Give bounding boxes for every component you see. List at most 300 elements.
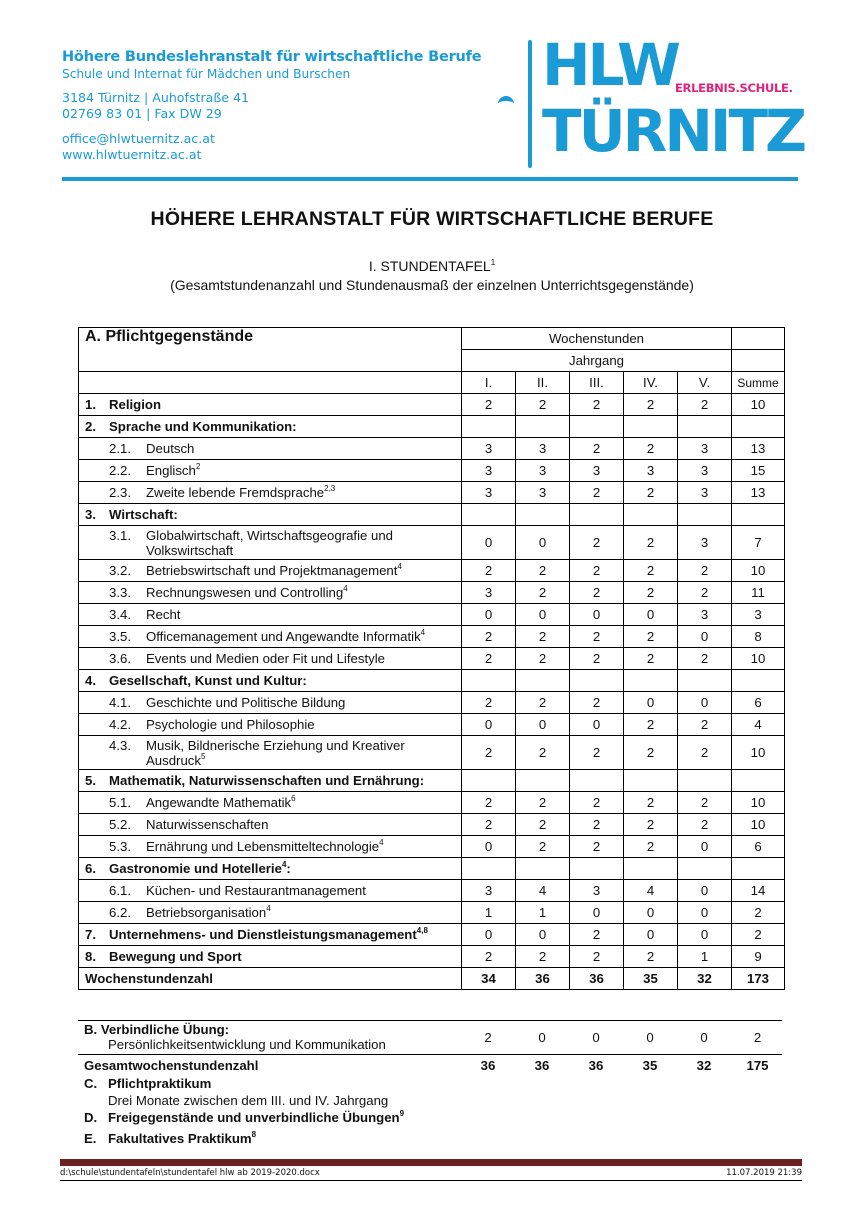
subject-name: [79, 880, 462, 902]
gesamt-year-3: 36: [588, 1057, 604, 1073]
hours-year-2: [516, 858, 570, 880]
hours-sum: 4: [732, 714, 785, 736]
subject-number: 6.: [85, 861, 96, 876]
gesamt-year-2: 36: [534, 1057, 550, 1073]
subject-name: [79, 460, 462, 482]
hours-year-2: [516, 670, 570, 692]
hours-year-1: [462, 416, 516, 438]
footer: [60, 1168, 802, 1178]
hours-year-5: [678, 670, 732, 692]
subject-name: [79, 670, 462, 692]
hours-year-2: 2: [516, 814, 570, 836]
subject-name: [79, 770, 462, 792]
category-row: [79, 504, 785, 526]
hours-year-2: 0: [516, 526, 570, 560]
subject-label: Gastronomie und Hotellerie: [109, 861, 282, 876]
hours-year-3: 2: [570, 648, 624, 670]
hours-year-2: 2: [516, 582, 570, 604]
letterhead-contact: [62, 48, 481, 163]
hours-year-5: [678, 770, 732, 792]
section-c: [84, 1075, 388, 1109]
hours-year-5: 3: [678, 604, 732, 626]
hours-year-1: 2: [462, 692, 516, 714]
category-row: [79, 394, 785, 416]
subject-label: Betriebswirtschaft und Projektmanagement: [146, 563, 398, 578]
hours-year-1: 0: [462, 924, 516, 946]
logo-tagline: ERLEBNIS.SCHULE.: [675, 81, 793, 95]
subject-name: [79, 924, 462, 946]
subject-number: 3.4.: [109, 607, 131, 622]
section-a-header: A. Pflichtgegenstände: [79, 328, 462, 372]
hours-year-2: 4: [516, 880, 570, 902]
subject-label: Psychologie und Philosophie: [146, 717, 315, 732]
hours-year-2: [516, 416, 570, 438]
hours-sum: 7: [732, 526, 785, 560]
section-d: [84, 1110, 404, 1125]
header-empty: [732, 328, 785, 350]
hours-year-5: 1: [678, 946, 732, 968]
school-address: 3184 Türnitz | Auhofstraße 41: [62, 90, 250, 105]
hours-year-3: 0: [570, 714, 624, 736]
hours-year-3: [570, 416, 624, 438]
hours-year-4: 2: [624, 836, 678, 858]
hours-year-4: 2: [624, 582, 678, 604]
hours-year-5: 2: [678, 394, 732, 416]
section-c-label: Pflichtpraktikum: [108, 1076, 212, 1091]
hours-year-2: [516, 770, 570, 792]
hours-year-2: 3: [516, 482, 570, 504]
footer-timestamp: 11.07.2019 21:39: [726, 1168, 802, 1178]
subject-number: 5.2.: [109, 817, 131, 832]
hours-year-5: 2: [678, 736, 732, 770]
gesamt-sum: 175: [746, 1057, 769, 1073]
subject-name: [79, 438, 462, 460]
subject-label: Naturwissenschaften: [146, 817, 269, 832]
hours-year-5: [678, 858, 732, 880]
subject-label: Mathematik, Naturwissenschaften und Ernährung:: [109, 773, 425, 788]
section-b-year-3: 0: [592, 1030, 600, 1045]
header-year-2: II.: [516, 372, 570, 394]
subject-number: 4.2.: [109, 717, 131, 732]
hours-year-5: 3: [678, 526, 732, 560]
school-logo: [490, 31, 810, 178]
subject-row: [79, 482, 785, 504]
subject-row: [79, 714, 785, 736]
subject-name: [79, 604, 462, 626]
gesamt-year-1: 36: [480, 1057, 496, 1073]
footnote-marker: 9: [399, 1109, 405, 1118]
footnote-marker: 4: [343, 584, 348, 593]
subject-name: [79, 482, 462, 504]
subject-label: Geschichte und Politische Bildung: [146, 695, 346, 710]
subject-row: [79, 648, 785, 670]
category-row: [79, 770, 785, 792]
section-e-letter: E.: [84, 1131, 97, 1146]
section-e: [84, 1131, 256, 1146]
footnote-marker: 4: [281, 860, 287, 869]
hours-year-2: 0: [516, 924, 570, 946]
subject-name: [79, 902, 462, 924]
hours-sum: 8: [732, 626, 785, 648]
hours-year-1: 3: [462, 482, 516, 504]
subject-label: Unternehmens- und Dienstleistungsmanagement: [109, 927, 417, 942]
hours-year-4: [624, 416, 678, 438]
school-name: Höhere Bundeslehranstalt für wirtschaftliche Berufe: [62, 49, 482, 65]
section-b-year-2: 0: [538, 1030, 546, 1045]
hours-year-5: 0: [678, 880, 732, 902]
subject-label: Gesellschaft, Kunst und Kultur:: [109, 673, 307, 688]
hours-year-3: 2: [570, 394, 624, 416]
hours-year-1: 2: [462, 946, 516, 968]
subject-number: 5.3.: [109, 839, 131, 854]
hours-year-4: 3: [624, 460, 678, 482]
hours-sum: 6: [732, 836, 785, 858]
subject-label: Angewandte Mathematik: [146, 795, 292, 810]
header-summe: Summe: [732, 372, 785, 394]
hours-year-3: 2: [570, 924, 624, 946]
subject-number: 3.: [85, 507, 96, 522]
total-year-2: 36: [516, 968, 570, 990]
hours-sum: 9: [732, 946, 785, 968]
hours-sum: 6: [732, 692, 785, 714]
section-e-label: Fakultatives Praktikum: [108, 1131, 252, 1146]
hours-year-1: 2: [462, 792, 516, 814]
hours-year-4: 2: [624, 714, 678, 736]
footnote-marker: 4: [266, 904, 271, 913]
category-row: [79, 858, 785, 880]
hours-year-2: 0: [516, 604, 570, 626]
document-subtitle: [0, 258, 864, 274]
footnote-marker: 6: [291, 794, 296, 803]
subject-row: [79, 460, 785, 482]
hours-year-2: 2: [516, 394, 570, 416]
section-d-label: Freigegenstände und unverbindliche Übungen: [108, 1110, 400, 1125]
hours-year-2: 2: [516, 626, 570, 648]
subject-label: Englisch: [146, 463, 196, 478]
footnote-marker: 1: [490, 258, 496, 267]
header-year-1: I.: [462, 372, 516, 394]
hours-year-1: [462, 504, 516, 526]
hours-sum: 2: [732, 902, 785, 924]
hours-year-4: 2: [624, 648, 678, 670]
hours-year-1: 2: [462, 814, 516, 836]
section-b-year-1: 2: [484, 1030, 492, 1045]
header-year-3: III.: [570, 372, 624, 394]
subject-name: [79, 692, 462, 714]
subject-name: [79, 582, 462, 604]
subject-label-continued: [85, 543, 461, 558]
subject-number: 3.6.: [109, 651, 131, 666]
subject-row: [79, 880, 785, 902]
subject-number: 4.1.: [109, 695, 131, 710]
logo-turnitz-text: TÜRNITZ: [542, 97, 805, 165]
hours-year-4: 2: [624, 482, 678, 504]
hours-year-2: 2: [516, 736, 570, 770]
category-row: [79, 416, 785, 438]
total-year-5: 32: [678, 968, 732, 990]
subject-number: 2.: [85, 419, 96, 434]
hours-year-3: 3: [570, 460, 624, 482]
hours-year-3: 2: [570, 946, 624, 968]
subject-number: 2.1.: [109, 441, 131, 456]
header-year-5: V.: [678, 372, 732, 394]
subject-number: 4.3.: [109, 737, 131, 753]
hours-sum: 13: [732, 482, 785, 504]
hours-year-5: 3: [678, 482, 732, 504]
logo-hlw-text: HLW: [542, 31, 678, 99]
subject-label: Recht: [146, 607, 181, 622]
hours-year-2: 2: [516, 692, 570, 714]
subject-label: Sprache und Kommunikation:: [109, 419, 297, 434]
hours-year-4: [624, 770, 678, 792]
subject-name: [79, 560, 462, 582]
subject-label: Religion: [109, 397, 162, 412]
hours-year-4: 2: [624, 814, 678, 836]
header-empty: [732, 350, 785, 372]
footnote-marker: 8: [251, 1130, 257, 1139]
hours-year-4: 0: [624, 902, 678, 924]
subject-number: 3.3.: [109, 585, 131, 600]
hours-sum: 10: [732, 814, 785, 836]
hours-year-1: 3: [462, 438, 516, 460]
school-website: www.hlwtuernitz.ac.at: [62, 147, 202, 162]
document-subtitle-2: (Gesamtstundenanzahl und Stundenausmaß der einzelnen Unterrichtsgegenstände): [170, 277, 694, 293]
hours-year-4: 0: [624, 604, 678, 626]
subject-label: Küchen- und Restaurantmanagement: [146, 883, 366, 898]
gesamt-row: [78, 1055, 782, 1075]
subject-row: [79, 836, 785, 858]
hours-year-3: 2: [570, 438, 624, 460]
subject-label: Officemanagement und Angewandte Informatik: [146, 629, 421, 644]
school-phone: 02769 83 01 | Fax DW 29: [62, 106, 222, 121]
subject-label: Ernährung und Lebensmitteltechnologie: [146, 839, 380, 854]
subject-name: [79, 648, 462, 670]
hours-year-5: [678, 504, 732, 526]
hours-year-5: 2: [678, 560, 732, 582]
subject-name: [79, 526, 462, 560]
total-label: Wochenstundenzahl: [79, 968, 462, 990]
category-row: [79, 670, 785, 692]
hours-year-5: 2: [678, 714, 732, 736]
hours-year-5: 2: [678, 648, 732, 670]
subtitle-text: I. STUNDENTAFEL: [368, 258, 491, 274]
subject-row: [79, 560, 785, 582]
total-year-4: 35: [624, 968, 678, 990]
hours-year-1: 0: [462, 836, 516, 858]
hours-year-1: 3: [462, 582, 516, 604]
subject-number: 5.1.: [109, 795, 131, 810]
subject-row: [79, 438, 785, 460]
total-year-1: 34: [462, 968, 516, 990]
footnote-marker: 2: [195, 462, 201, 471]
hours-year-2: 2: [516, 560, 570, 582]
stundentafel-table: [78, 327, 785, 990]
hours-year-5: 0: [678, 692, 732, 714]
hours-year-4: 2: [624, 946, 678, 968]
section-d-letter: D.: [84, 1110, 98, 1125]
hours-year-3: 2: [570, 560, 624, 582]
subject-name: [79, 736, 462, 770]
section-b-year-5: 0: [700, 1030, 708, 1045]
school-email: office@hlwtuernitz.ac.at: [62, 131, 215, 146]
hours-year-3: [570, 858, 624, 880]
section-c-detail: Drei Monate zwischen dem III. und IV. Jahrgang: [108, 1093, 389, 1108]
hours-year-3: 2: [570, 736, 624, 770]
subject-name: [79, 504, 462, 526]
footer-divider: [60, 1180, 802, 1181]
hours-year-1: 3: [462, 880, 516, 902]
hours-year-5: 3: [678, 460, 732, 482]
hours-year-1: 2: [462, 736, 516, 770]
hours-sum: 10: [732, 792, 785, 814]
subject-name: [79, 714, 462, 736]
letterhead-divider: [62, 177, 798, 181]
subject-name: [79, 416, 462, 438]
section-b-row: [78, 1020, 782, 1055]
total-sum: 173: [732, 968, 785, 990]
hours-sum: 14: [732, 880, 785, 902]
header-jahrgang: Jahrgang: [462, 350, 732, 372]
subject-number: 4.: [85, 673, 96, 688]
hours-year-4: [624, 670, 678, 692]
hours-year-3: 0: [570, 902, 624, 924]
subject-number: 6.2.: [109, 905, 131, 920]
hours-sum: 10: [732, 736, 785, 770]
gesamt-year-4: 35: [642, 1057, 658, 1073]
hours-year-1: 0: [462, 714, 516, 736]
hours-year-3: 2: [570, 582, 624, 604]
hours-year-1: [462, 670, 516, 692]
hours-year-3: 2: [570, 836, 624, 858]
section-b-sum: 2: [753, 1030, 762, 1045]
hours-year-4: 2: [624, 560, 678, 582]
subject-label-line2: Ausdruck: [146, 752, 201, 768]
hours-year-2: 0: [516, 714, 570, 736]
gesamt-label: Gesamtwochenstundenzahl: [84, 1058, 259, 1073]
hours-year-2: 3: [516, 438, 570, 460]
subject-row: [79, 902, 785, 924]
hours-sum: [732, 858, 785, 880]
subject-number: 2.3.: [109, 485, 131, 500]
subject-number: 7.: [85, 927, 96, 942]
hours-sum: 15: [732, 460, 785, 482]
hours-year-5: 0: [678, 626, 732, 648]
hours-year-2: 3: [516, 460, 570, 482]
hours-year-1: 2: [462, 394, 516, 416]
section-b-label: B. Verbindliche Übung:: [84, 1022, 230, 1037]
subject-label-line2: Volkswirtschaft: [146, 542, 234, 558]
subject-name: [79, 792, 462, 814]
subject-label: Betriebsorganisation: [146, 905, 267, 920]
hours-sum: 10: [732, 648, 785, 670]
subject-row: [79, 626, 785, 648]
hours-year-3: 2: [570, 792, 624, 814]
subject-row: [79, 582, 785, 604]
subject-row: [79, 814, 785, 836]
hours-year-2: 1: [516, 902, 570, 924]
hours-year-3: [570, 504, 624, 526]
hours-year-5: 0: [678, 836, 732, 858]
subject-number: 1.: [85, 397, 96, 412]
subject-number: 2.2.: [109, 463, 131, 478]
subject-row: [79, 736, 785, 770]
header-wochenstunden: Wochenstunden: [462, 328, 732, 350]
section-c-letter: C.: [84, 1076, 98, 1091]
subject-label: Zweite lebende Fremdsprache: [146, 485, 325, 500]
hours-year-2: 2: [516, 836, 570, 858]
hours-sum: 3: [732, 604, 785, 626]
subject-name: [79, 394, 462, 416]
logo-bar: [528, 40, 532, 168]
hours-year-1: 2: [462, 626, 516, 648]
total-row: [79, 968, 785, 990]
hours-year-5: 3: [678, 438, 732, 460]
subject-label: Musik, Bildnerische Erziehung und Kreativer: [146, 737, 405, 753]
hours-year-4: 2: [624, 736, 678, 770]
hours-year-4: 2: [624, 438, 678, 460]
hours-year-5: 2: [678, 814, 732, 836]
category-row: [79, 924, 785, 946]
subject-name: [79, 946, 462, 968]
hours-sum: [732, 416, 785, 438]
subject-label-continued: [85, 753, 461, 768]
hours-sum: 10: [732, 560, 785, 582]
total-year-3: 36: [570, 968, 624, 990]
footnote-marker: 4: [379, 838, 384, 847]
school-subtitle: Schule und Internat für Mädchen und Burschen: [62, 67, 351, 81]
subject-name: [79, 836, 462, 858]
hours-sum: [732, 670, 785, 692]
hours-year-5: 0: [678, 902, 732, 924]
gesamt-year-5: 32: [696, 1057, 712, 1073]
hours-year-3: 2: [570, 482, 624, 504]
subject-number: 3.2.: [109, 563, 131, 578]
hours-year-5: 0: [678, 924, 732, 946]
hours-year-3: 0: [570, 604, 624, 626]
subject-number: 3.5.: [109, 629, 131, 644]
footnote-marker: 4: [397, 562, 402, 571]
hours-year-3: [570, 670, 624, 692]
footnote-marker: 4: [420, 628, 426, 637]
hours-sum: [732, 770, 785, 792]
subject-number: 8.: [85, 949, 96, 964]
subject-row: [79, 792, 785, 814]
hours-year-4: 2: [624, 792, 678, 814]
logo-hook-icon: [498, 96, 514, 109]
hours-year-3: 3: [570, 880, 624, 902]
subject-row: [79, 604, 785, 626]
hours-year-5: 2: [678, 582, 732, 604]
hours-year-1: 0: [462, 604, 516, 626]
subject-name: [79, 626, 462, 648]
hours-year-4: [624, 504, 678, 526]
subject-label: Rechnungswesen und Controlling: [146, 585, 344, 600]
subject-label: Events und Medien oder Fit und Lifestyle: [146, 651, 385, 666]
hours-year-2: 2: [516, 648, 570, 670]
subject-label: Wirtschaft:: [109, 507, 178, 522]
subject-name: [79, 814, 462, 836]
footnote-marker: 4,8: [416, 926, 428, 935]
hours-year-2: [516, 504, 570, 526]
hours-year-3: 2: [570, 692, 624, 714]
hours-year-4: [624, 858, 678, 880]
footnote-marker: 5: [200, 751, 206, 761]
subject-name: [79, 858, 462, 880]
hours-sum: 13: [732, 438, 785, 460]
category-row: [79, 946, 785, 968]
hours-year-1: 2: [462, 560, 516, 582]
hours-year-3: 2: [570, 626, 624, 648]
